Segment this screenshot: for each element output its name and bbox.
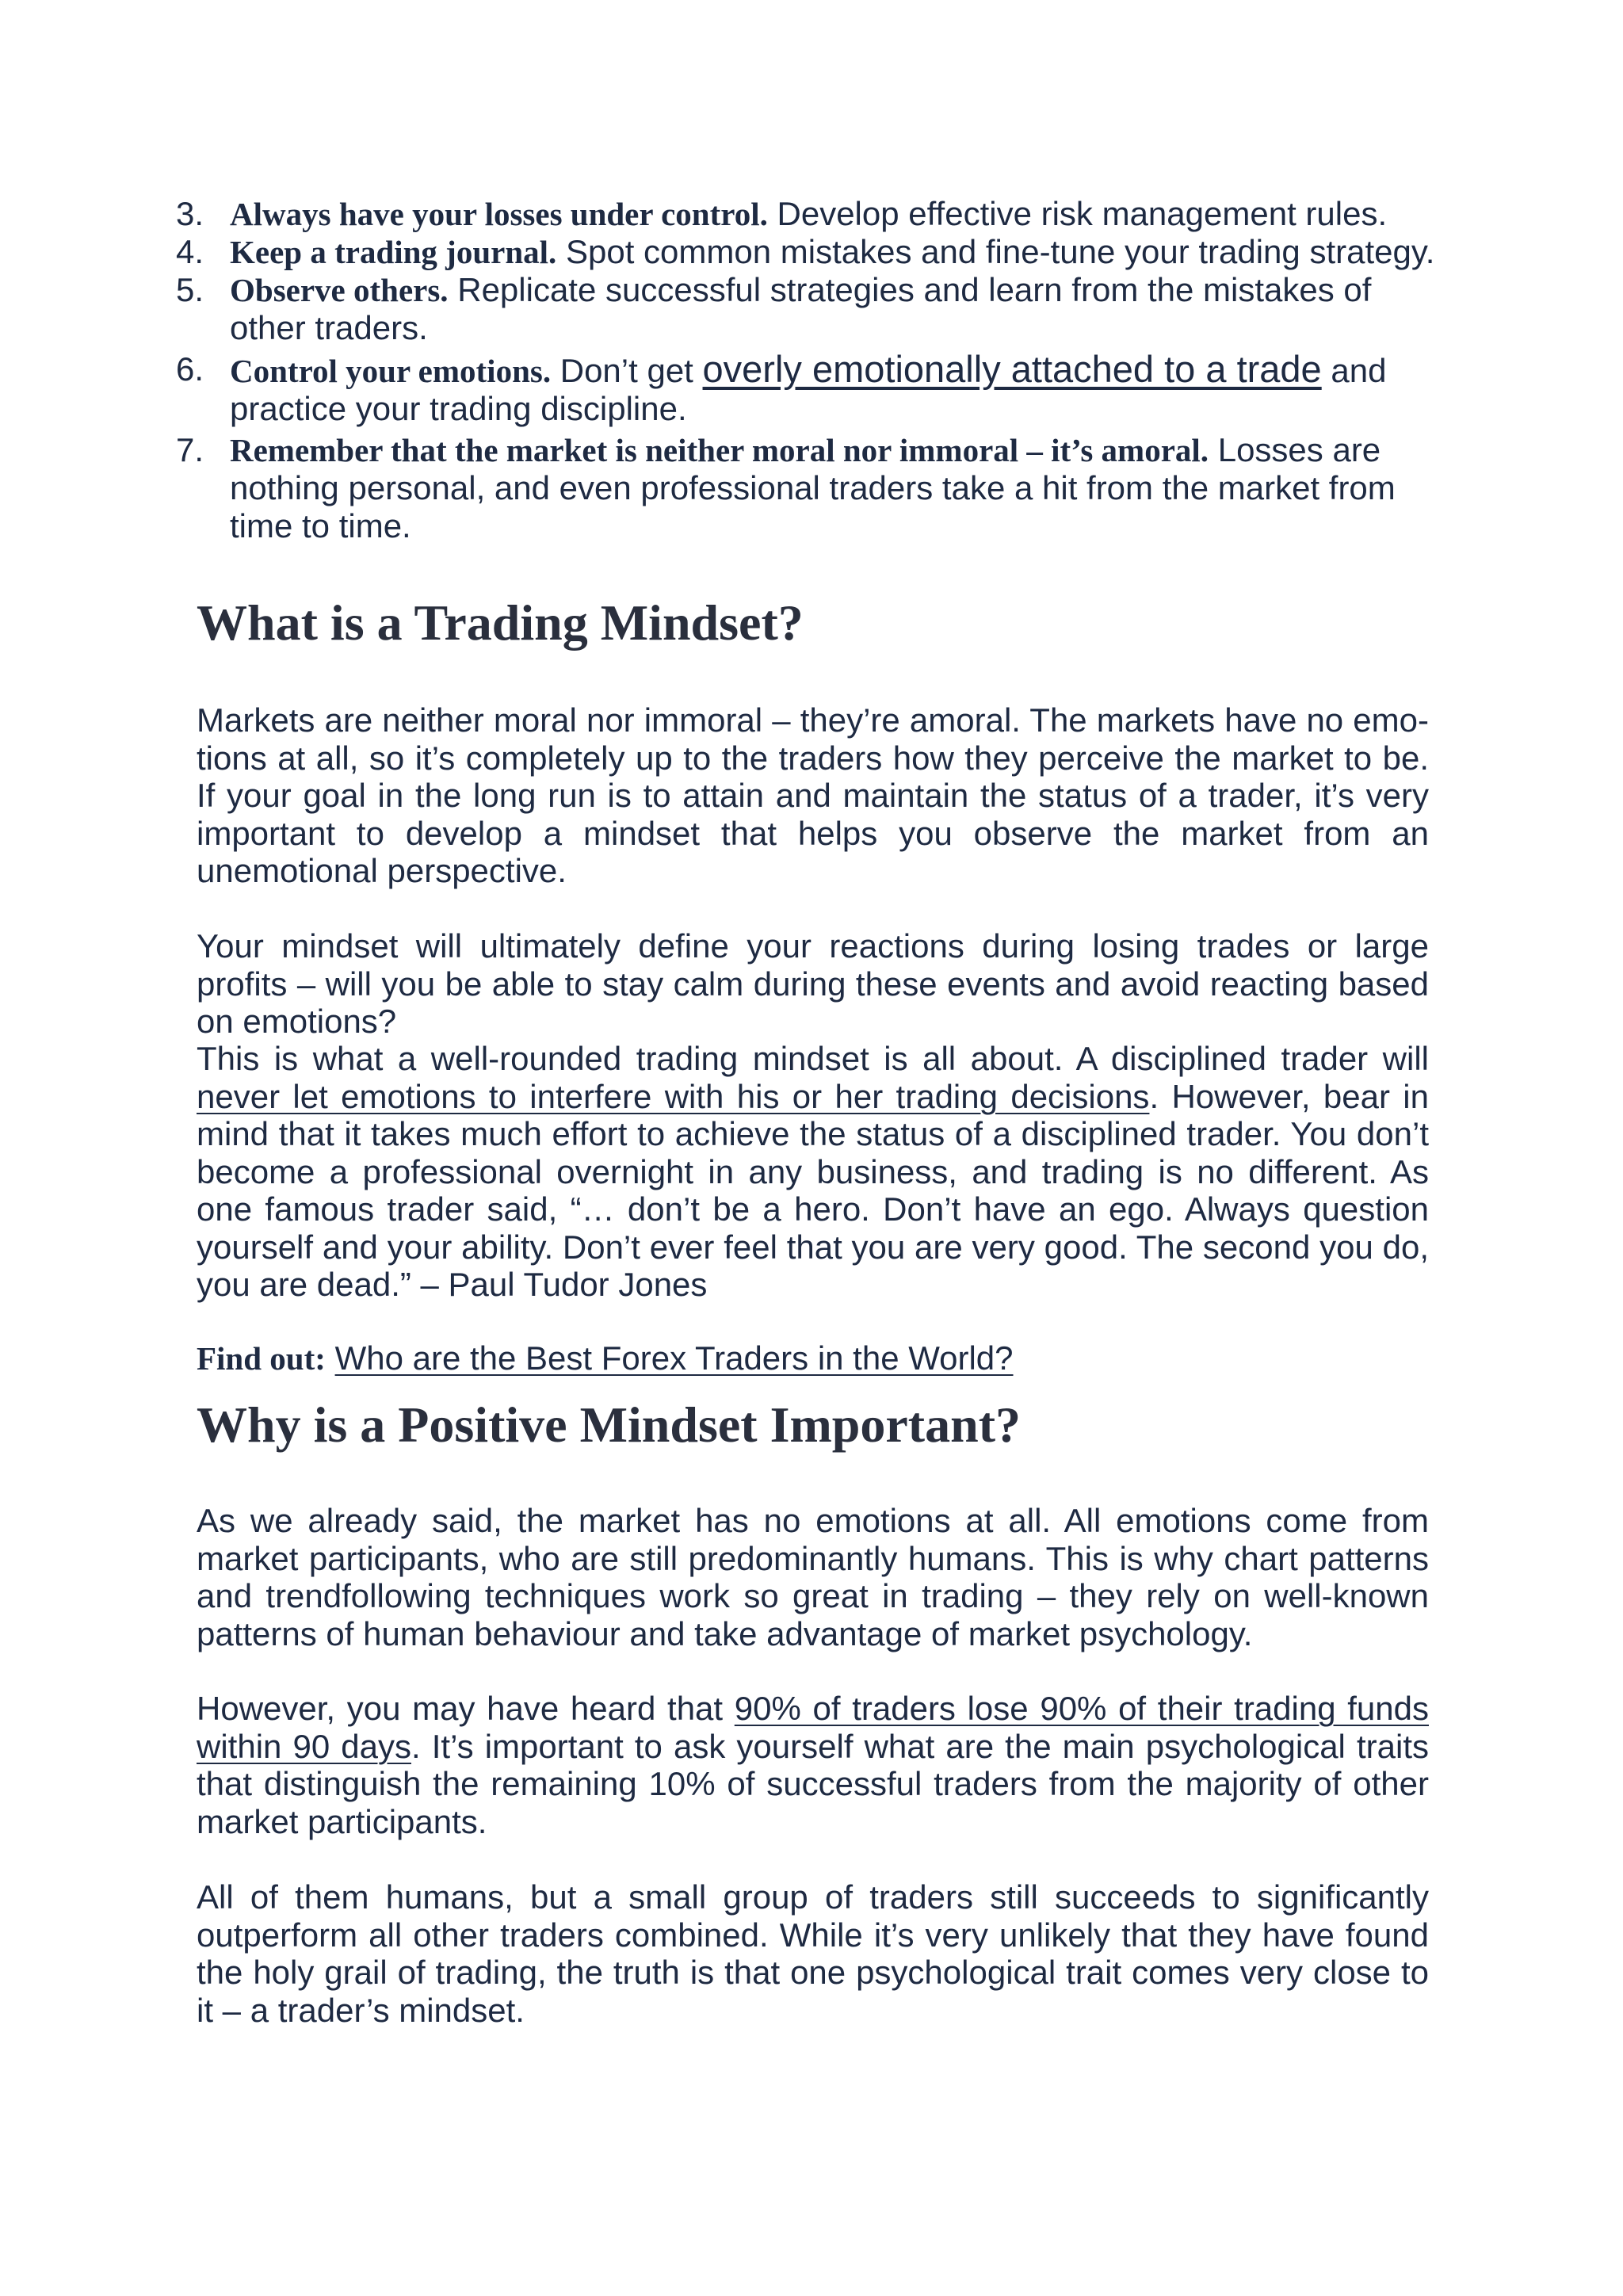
list-item-text: Losses are nothing personal, and even professional traders take a hit from the market from time to time. [230,431,1396,544]
list-number: 7. [176,431,204,468]
list-number: 6. [176,350,204,388]
list-item-lead: Remember that the market is neither moral nor immoral – it’s amoral. [230,432,1209,468]
paragraph [197,1690,1429,1840]
paragraph: Your mindset will ultimately define your reactions during losing trades or large profits – will you be able to stay calm during these events and avoid reacting based on emotions? [197,927,1429,1040]
paragraph-text: However, you may have heard that [197,1690,735,1727]
section-heading-positive-mindset: Why is a Positive Mindset Important? [197,1396,1021,1453]
list-number: 5. [176,271,204,308]
list-number: 3. [176,195,204,232]
emotional-attachment-link[interactable]: overly emotionally attached to a trade [702,348,1322,390]
find-out-line [197,1339,1014,1377]
list-item [176,233,1444,271]
paragraph [197,1040,1429,1304]
list-item-lead: Keep a trading journal. [230,234,557,270]
list-item-text: Replicate successful strategies and learn from the mistakes of other traders. [230,271,1372,346]
paragraph: As we already said, the market has no emotions at all. All emotions come from market participants, who are still predominantly humans. This is why chart patterns and trendfollowing techniques work so great in trading – they rely on well-known patterns of human behaviour and take advantage of market psychology. [197,1502,1429,1652]
list-number: 4. [176,233,204,270]
find-out-label: Find out: [197,1340,326,1377]
list-item-text: and practice your trading discipline. [230,352,1387,427]
paragraph: All of them humans, but a small group of traders still succeeds to significantly outperform all other traders combined. While it’s very unlikely that they have found the holy grail of trading, the truth is that one psychological trait comes very close to it – a trader’s mindset. [197,1878,1429,2029]
list-item [176,271,1444,347]
list-item-lead: Control your emotions. [230,353,552,389]
list-item-text: Develop effective risk management rules. [767,195,1388,232]
section-heading-trading-mindset: What is a Trading Mindset? [197,594,804,651]
list-item [176,431,1444,545]
paragraph-text: This is what a well-rounded trading mindset is all about. A disciplined trader will [197,1040,1429,1077]
tips-list [176,195,1444,545]
paragraph-text: . It’s important to ask yourself what are the main psychological traits that distinguish the remaining 10% of successful traders from the majority of other market participants. [197,1727,1429,1840]
emotions-decisions-link[interactable]: never let emotions to interfere with his or her trading decisions [197,1077,1150,1115]
paragraph-text: . However, bear in mind that it takes much effort to achieve the status of a disciplined trader. You don’t become a professional overnight in any business, and trading is no different. As one famous trader said, “… don’t be a hero. Don’t have an ego. Always question yourself and your ability. Don’t ever feel that you are very good. The second you do, you are dead.” – Paul Tudor Jones [197,1077,1429,1303]
traders-lose-link[interactable]: 90% of traders lose 90% of their trading funds within 90 days [197,1690,1429,1765]
list-item-lead: Always have your losses under control. [230,196,768,232]
list-item-lead: Observe others. [230,272,449,308]
paragraph: Markets are neither moral nor immoral – they’re amoral. The markets have no emotions at all, so it’s completely up to the traders how they perceive the market to be. If your goal in the long run is to attain and maintain the status of a trader, it’s very important to develop a mindset that helps you observe the market from an unemotional perspective. [197,701,1429,889]
list-item-text: Don’t get [551,352,703,389]
list-item-text: Spot common mistakes and fine-tune your trading strategy. [556,233,1435,270]
best-forex-traders-link[interactable]: Who are the Best Forex Traders in the World? [334,1339,1014,1377]
list-item [176,350,1444,428]
list-item [176,195,1444,233]
